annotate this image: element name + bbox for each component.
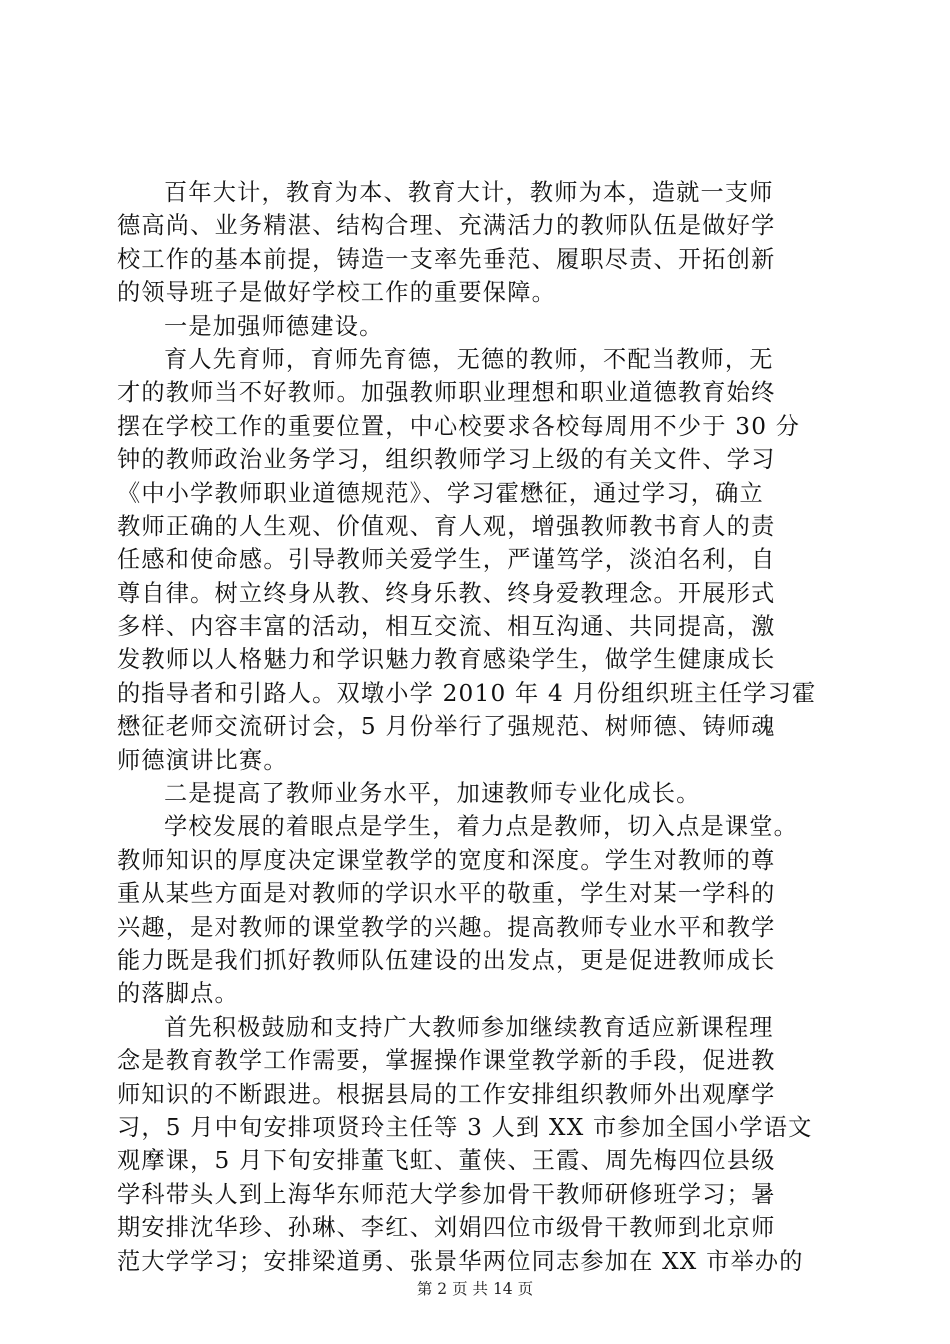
text-line: 师知识的不断跟进。根据县局的工作安排组织教师外出观摩学 [117, 1080, 776, 1108]
text-line: 学科带头人到上海华东师范大学参加骨干教师研修班学习；暑 [117, 1180, 776, 1208]
text-line: 的落脚点。 [117, 980, 239, 1008]
text-line: 重从某些方面是对教师的学识水平的敬重，学生对某一学科的 [117, 880, 776, 908]
text-line: 学校发展的着眼点是学生，着力点是教师，切入点是课堂。 [164, 813, 799, 841]
text-line: 的领导班子是做好学校工作的重要保障。 [117, 279, 556, 307]
text-line: 期安排沈华珍、孙琳、李红、刘娟四位市级骨干教师到北京师 [117, 1214, 776, 1242]
text-line: 念是教育教学工作需要，掌握操作课堂教学新的手段，促进教 [117, 1047, 776, 1075]
text-line: 习，5 月中旬安排项贤玲主任等 3 人到 XX 市参加全国小学语文 [117, 1113, 813, 1141]
text-line: 钟的教师政治业务学习，组织教师学习上级的有关文件、学习 [117, 446, 776, 474]
text-line: 观摩课，5 月下旬安排董飞虹、董侠、王霞、周先梅四位县级 [117, 1147, 776, 1175]
text-line: 《中小学教师职业道德规范》、学习霍懋征，通过学习，确立 [117, 479, 764, 507]
text-line: 师德演讲比赛。 [117, 746, 288, 774]
text-line: 一是加强师德建设。 [164, 312, 384, 340]
text-line: 能力既是我们抓好教师队伍建设的出发点，更是促进教师成长 [117, 946, 776, 974]
text-line: 校工作的基本前提，铸造一支率先垂范、履职尽责、开拓创新 [117, 245, 776, 273]
text-line: 兴趣，是对教师的课堂教学的兴趣。提高教师专业水平和教学 [117, 913, 776, 941]
text-line: 百年大计，教育为本、教育大计，教师为本，造就一支师 [164, 179, 774, 206]
text-line: 才的教师当不好教师。加强教师职业理想和职业道德教育始终 [117, 379, 776, 407]
text-line: 教师知识的厚度决定课堂教学的宽度和深度。学生对教师的尊 [117, 846, 776, 874]
document-body [117, 176, 835, 1278]
text-line: 的指导者和引路人。双墩小学 2010 年 4 月份组织班主任学习霍 [117, 679, 817, 707]
text-line: 任感和使命感。引导教师关爱学生，严谨笃学，淡泊名利，自 [117, 546, 776, 574]
text-line: 首先积极鼓励和支持广大教师参加继续教育适应新课程理 [164, 1013, 774, 1041]
text-line: 多样、内容丰富的活动，相互交流、相互沟通、共同提高，激 [117, 613, 776, 641]
text-line: 育人先育师，育师先育德，无德的教师，不配当教师，无 [164, 345, 774, 373]
text-line: 发教师以人格魅力和学识魅力教育感染学生，做学生健康成长 [117, 646, 776, 674]
text-line: 二是提高了教师业务水平，加速教师专业化成长。 [164, 780, 701, 808]
text-line: 懋征老师交流研讨会，5 月份举行了强规范、树师德、铸师魂 [117, 713, 776, 741]
text-line: 范大学学习；安排梁道勇、张景华两位同志参加在 XX 市举办的 [117, 1247, 804, 1275]
text-line: 摆在学校工作的重要位置，中心校要求各校每周用不少于 30 分 [117, 412, 801, 440]
text-line: 德高尚、业务精湛、结构合理、充满活力的教师队伍是做好学 [117, 212, 776, 240]
text-line: 教师正确的人生观、价值观、育人观，增强教师教书育人的责 [117, 512, 776, 540]
text-line: 尊自律。树立终身从教、终身乐教、终身爱教理念。开展形式 [117, 579, 776, 607]
page-footer: 第 2 页 共 14 页 [416, 1280, 534, 1298]
